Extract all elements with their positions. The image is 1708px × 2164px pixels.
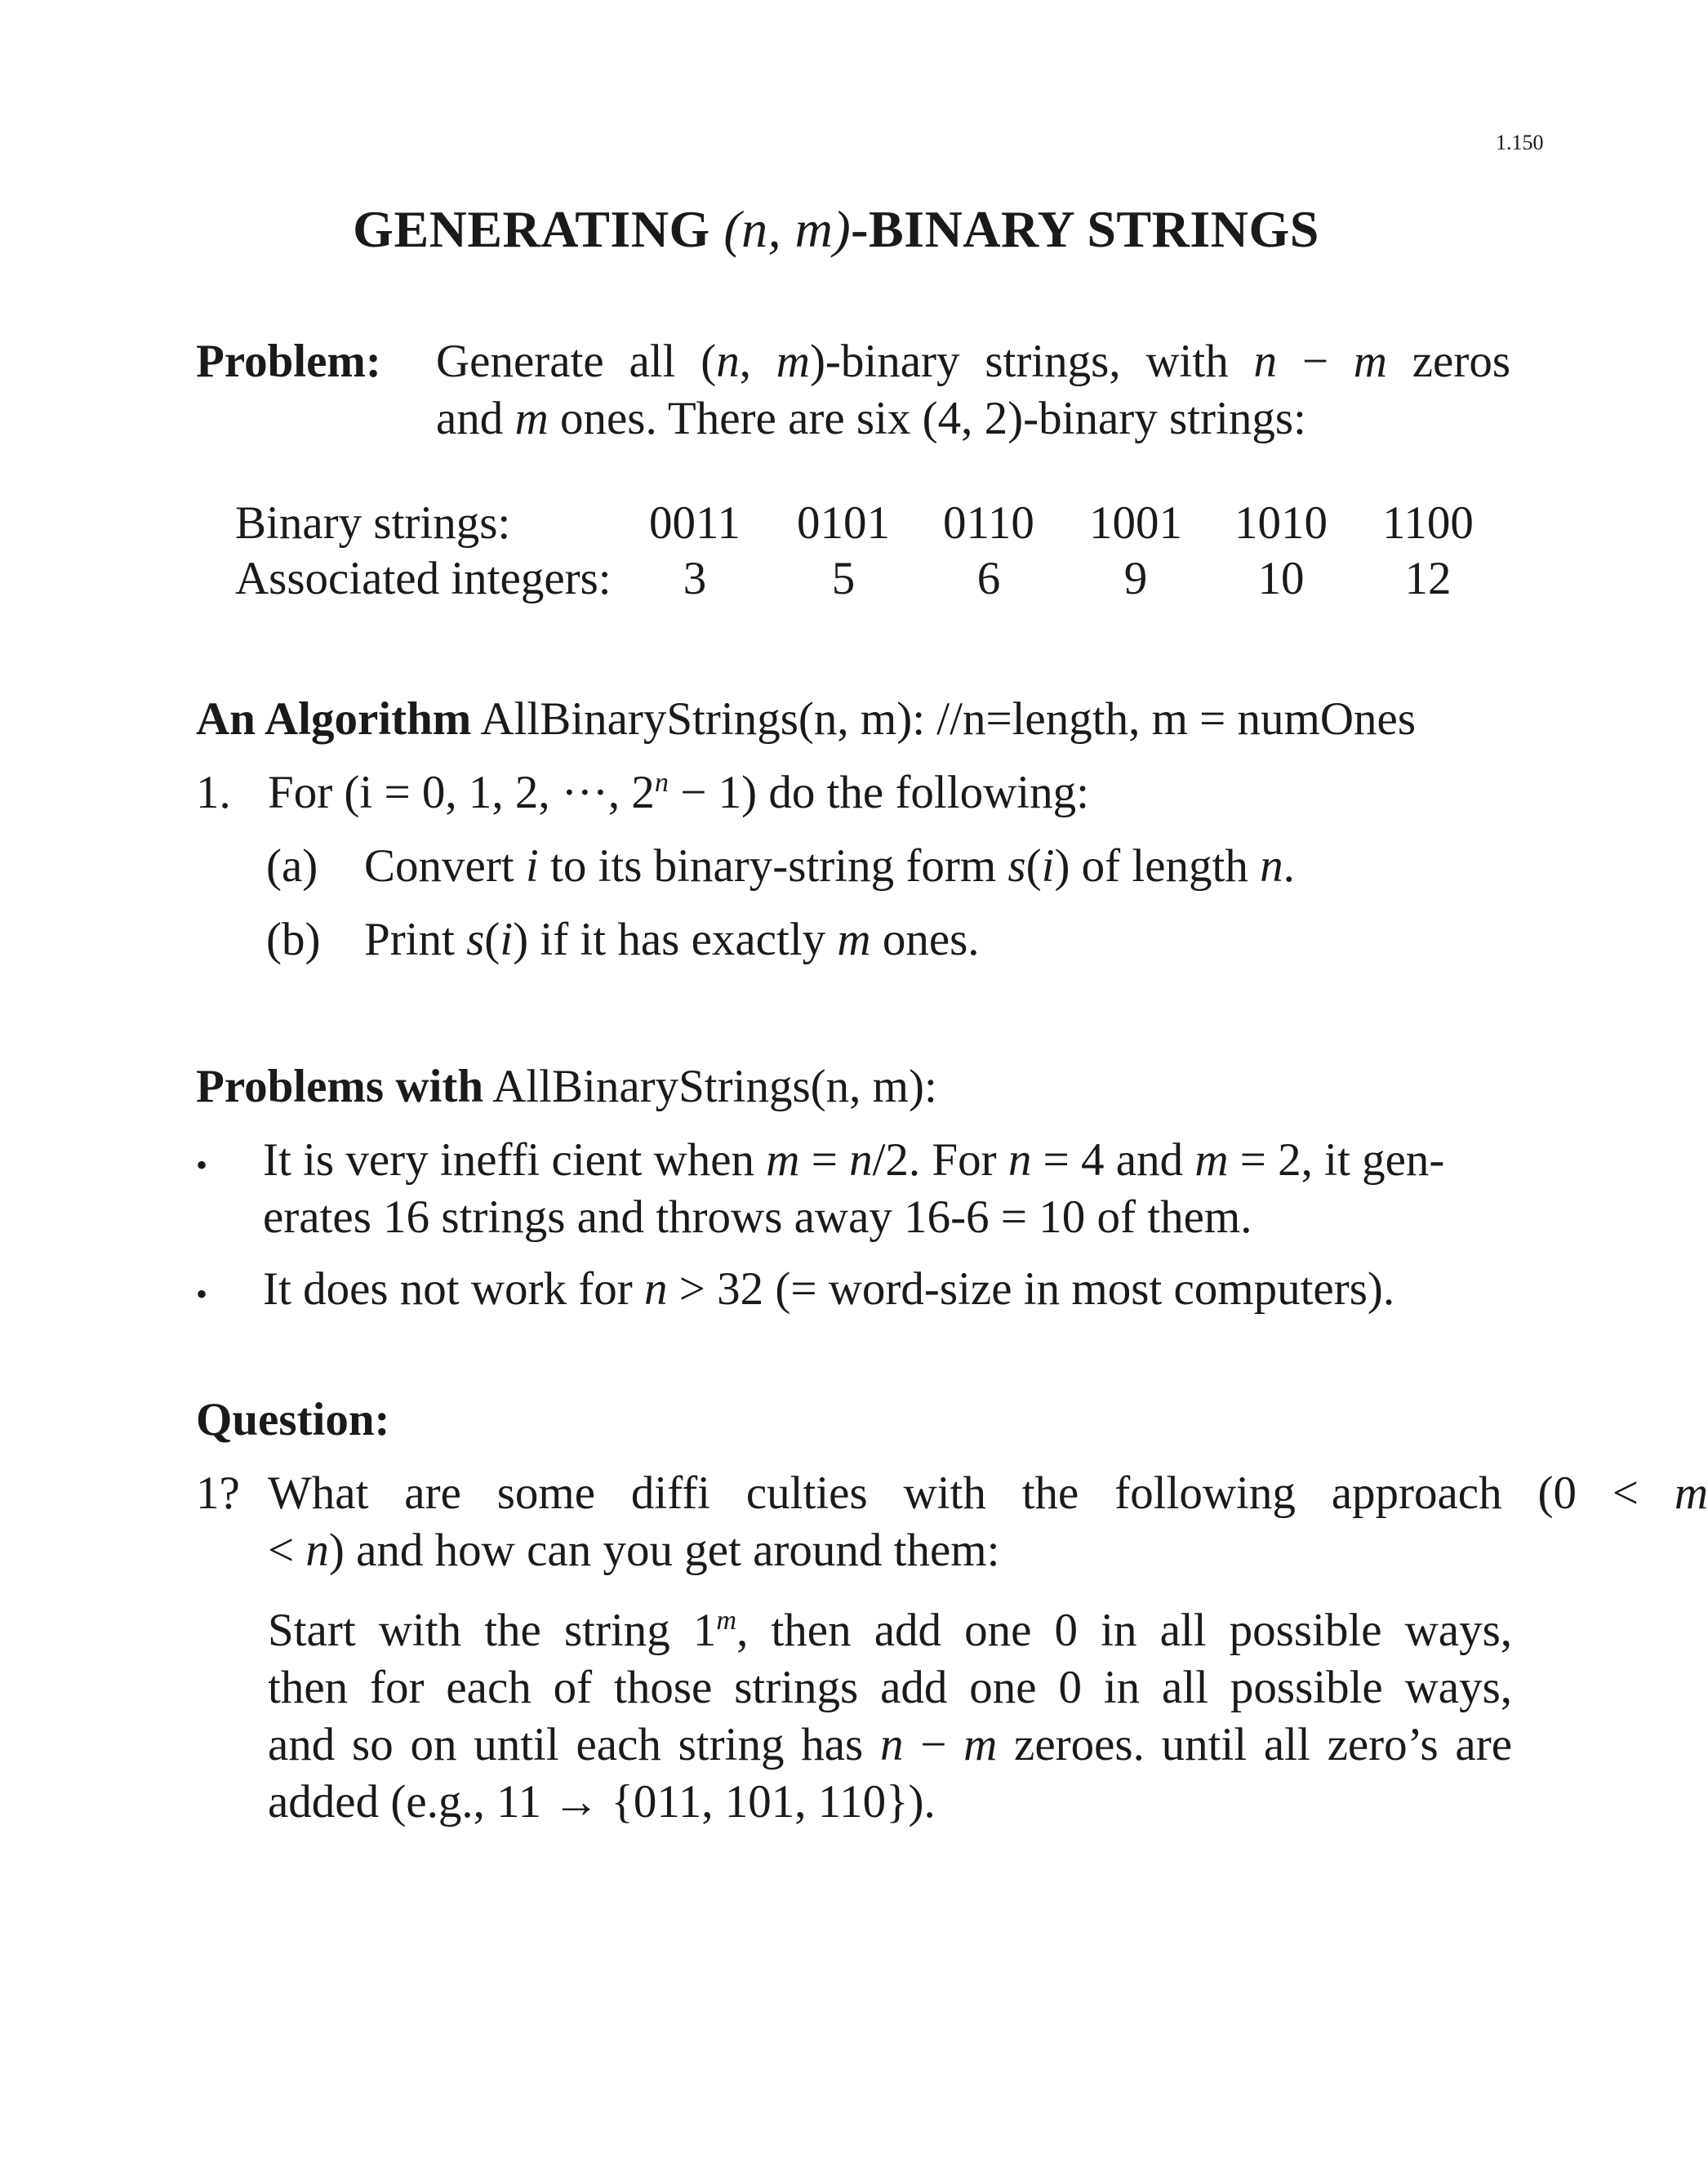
step-text: For (i = 0, 1, 2, ···, $2^n - 1$) do the following:: [268, 767, 1089, 818]
binary-string-cell: 1100: [1382, 497, 1474, 549]
binary-string-cell: 0110: [943, 497, 1034, 549]
bullet-text: It is very ineffi cient when m = n/2. For n = 4 and m = 2, it gen- erates 16 strings and throws away 16-6 = 10 of them.: [263, 1134, 1445, 1243]
problem-label: Problem:: [196, 336, 381, 387]
problem-line-2: and m ones. There are six (4, 2)-binary strings:: [436, 393, 1306, 444]
title-part1: GENERATING: [353, 200, 724, 258]
substep-text: Print s(i) if it has exactly m ones.: [364, 914, 980, 965]
title-italic: (n, m): [723, 200, 852, 258]
integer-cell: 5: [831, 553, 856, 604]
step-number: 1.: [196, 767, 231, 818]
question-heading: Question:: [196, 1394, 390, 1445]
algorithm-heading: An Algorithm AllBinaryStrings(n, m): //n=length, m = numOnes: [196, 693, 1417, 745]
bullet-icon: •: [196, 1147, 208, 1183]
integer-cell: 9: [1123, 553, 1148, 604]
substep-label: (a): [266, 840, 318, 892]
bullet-text: It does not work for n > 32 (= word-size in most computers).: [263, 1263, 1395, 1315]
page-number: 1.150: [1496, 131, 1544, 154]
question-text: What are some diffi culties with the following approach (0 < m < n) and how can you get around them:: [268, 1467, 1708, 1576]
integer-cell: 3: [683, 553, 707, 604]
problem-statement: [436, 333, 1510, 447]
binary-string-cell: 0101: [797, 497, 890, 549]
integer-cell: 12: [1404, 553, 1452, 604]
binary-string-cell: 1001: [1089, 497, 1182, 549]
problems-heading: Problems with AllBinaryStrings(n, m):: [196, 1061, 937, 1112]
problem-line-1: Generate all (n, m)-binary strings, with n − m zeros: [436, 336, 1511, 387]
integer-cell: 6: [976, 553, 1001, 604]
substep-text: Convert i to its binary-string form s(i) of length n.: [364, 840, 1295, 892]
integer-cell: 10: [1257, 553, 1305, 604]
question-number: 1?: [196, 1467, 240, 1519]
binary-string-cell: 0011: [649, 497, 741, 549]
binary-strings-label: Binary strings:: [235, 497, 511, 549]
binary-string-cell: 1010: [1234, 497, 1328, 549]
associated-integers-label: Associated integers:: [235, 553, 612, 604]
question-approach-text: Start with the string 1$^m$, then add one 0 in all possible ways, then for each of those strings add one 0 in all possible ways, and so on until each string has n − m zeroes. until all zero’s are added (e.g., 11 → {011, 101, 110}).: [268, 1605, 1512, 1828]
title-part2: -BINARY STRINGS: [851, 200, 1319, 258]
substep-label: (b): [266, 914, 321, 965]
bullet-icon: •: [196, 1276, 208, 1312]
page-title: [0, 199, 1672, 260]
